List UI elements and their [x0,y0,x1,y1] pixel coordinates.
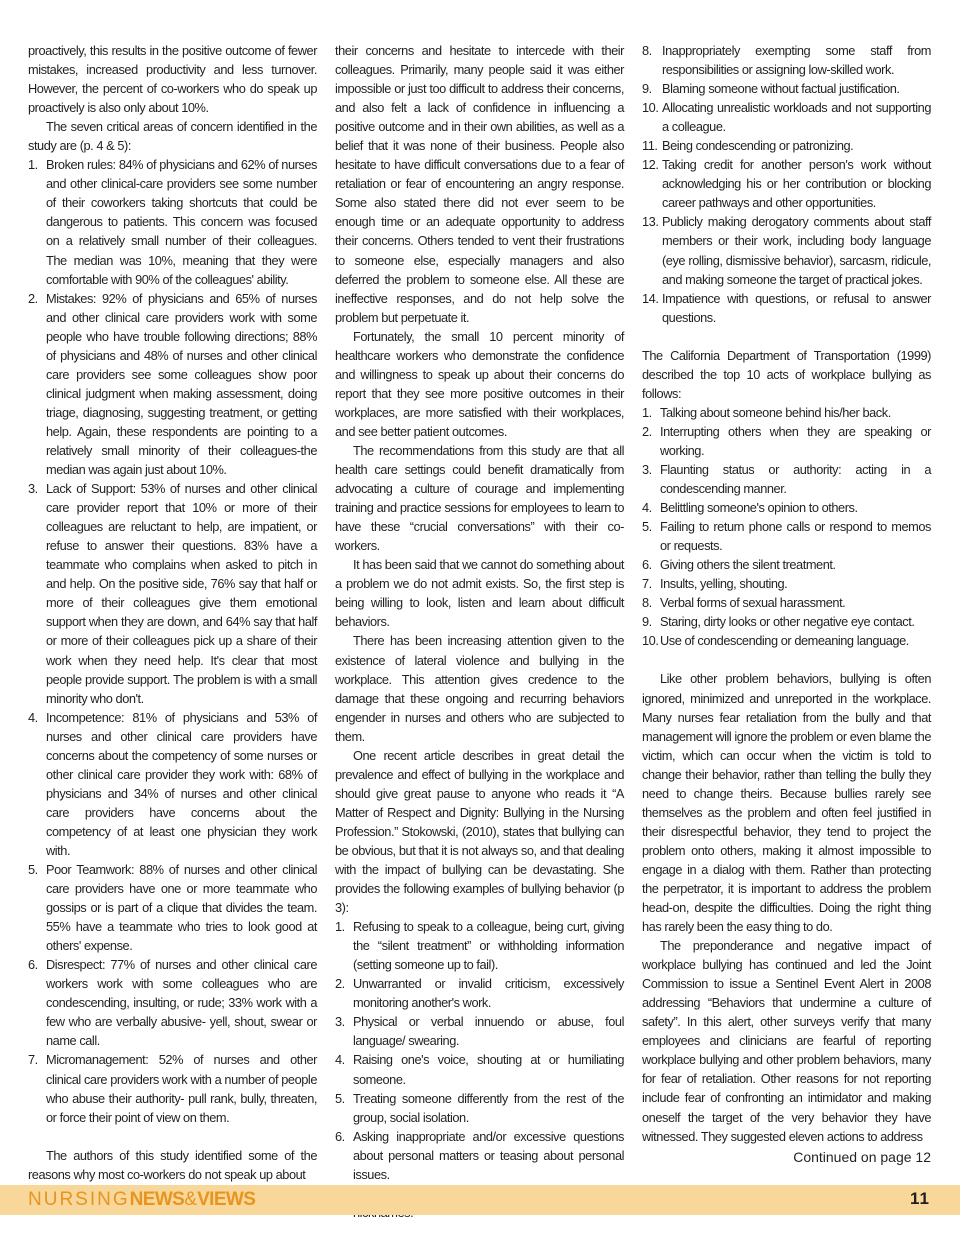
list-item: 10. Use of condescending or demeaning language. [642,633,909,649]
list-item: 5. Poor Teamwork: 88% of nurses and other clinical care providers have one or more teammate who gossips or is part of a clique that divides the team. 55% have a teammate who tries to look good at others' expense. [28,862,317,954]
column3-paragraph: Like other problem behaviors, bullying is often ignored, minimized and unreported in the workplace. Many nurses fear retaliation from the bully and that management will ignore the problem or even blame the victim, which can occur when the victim is told to change their behavior, rather than telling the bully they need to change theirs. Because bullies rarely see themselves as the problem and often feel justified in their disrespectful behavior, they tend to project the problem onto others, making it almost impossible to engage in a dialog with them. Rather than protecting the perpetrator, it is important to address the problem head-on, despite the difficulties. Doing the right thing has rarely been the easy thing to do. [642,671,931,935]
footer-band [0,1185,960,1215]
column1-lead: The seven critical areas of concern identified in the study are (p. 4 & 5): [28,119,317,154]
column2-paragraph: Fortunately, the small 10 percent minority of healthcare workers who demonstrate the confidence and willingness to speak up about their concerns do report that they see more positive outcomes in their workplaces, are more satisfied with their workplaces, and see better patient outcomes. [335,328,624,439]
list-item: 8. Inappropriately exempting some staff from responsibilities or assigning low-skilled work. [642,43,931,78]
list-item: 3. Flaunting status or authority: acting in a condescending manner. [642,461,931,497]
continued-on-page-link[interactable]: Continued on page 12 [793,1148,931,1165]
logo-news: NEWS [129,1189,185,1210]
column2-paragraph: It has been said that we cannot do something about a problem we do not admit exists. So, the first step is being willing to look, listen and learn about difficult behaviors. [335,557,624,630]
column2-paragraph: One recent article describes in great detail the prevalence and effect of bullying in the workplace and should give great pause to anyone who reads it “A Matter of Respect and Dignity: Bullying in the Nursing Profession.” Stokowski, (2010), states that bullying can be obvious, but that it is not always so, and that dealing with the impact of bullying can be devastating. She provides the following examples of bullying behavior (p 3): [335,747,624,916]
list-item: 6. Giving others the silent treatment. [642,557,836,573]
critical-areas-list [28,155,317,1126]
list-item: 1. Broken rules: 84% of physicians and 62% of nurses and other clinical-care providers see some number of their coworkers taking shortcuts that could be dangerous to patients. This concern was focused on a relatively small number of their colleagues. The median was 10%, meaning that they were comfortable with 90% of the colleagues' ability. [28,157,317,287]
page-number: 11 [910,1189,930,1208]
list-item: 6. Asking inappropriate and/or excessive questions about personal matters or teasing about personal issues. [335,1128,624,1182]
list-item: 14. Impatience with questions, or refusal to answer questions. [642,290,931,325]
bullying-examples-list [335,917,624,1222]
list-item: 7. Micromanagement: 52% of nurses and other clinical care providers work with a number of people who abuse their authority- pull rank, bully, threaten, or force their point of view on them. [28,1052,317,1125]
column3-paragraph: The preponderance and negative impact of workplace bullying has continued and led the Joint Commission to issue a Sentinel Event Alert in 2008 addressing “Behaviors that undermine a culture of safety”. In this alert, other surveys verify that many employees and clinicians are fearful of reporting workplace bullying and other problem behaviors, many for fear of retaliation. Other reasons for not reporting include fear of confronting an intimidator and making oneself the target of the very behavior they have witnessed. They suggested eleven actions to address [642,938,931,1144]
list-item: 3. Physical or verbal innuendo or abuse, foul language/ swearing. [335,1014,624,1049]
column-1 [28,41,317,1184]
list-item: 6. Disrespect: 77% of nurses and other clinical care workers work with some colleagues who are condescending, insulting, or rude; 33% work with a few who are verbally abusive- yell, shout, swear or name call. [28,957,317,1049]
list-item: 11. Being condescending or patronizing. [642,138,854,154]
list-item: 1. Refusing to speak to a colleague, being curt, giving the “silent treatment” or withholding information (setting someone up to fail). [335,919,624,973]
list-item: 2. Mistakes: 92% of physicians and 65% of nurses and other clinical care providers work with some people who have trouble following directions; 88% of physicians and 48% of nurses and other clinical care providers see some colleagues show poor clinical judgment when making assessment, doing triage, diagnosing, suggesting treatment, or getting help. Again, these respondents are pointing to a relatively small minority of their colleagues-the median was again just about 10%. [28,290,317,478]
column2-paragraph: their concerns and hesitate to intercede with their colleagues. Primarily, many people said it was either impossible or just too difficult to address their concerns, and also felt a lack of confidence in influencing a positive outcome and in their own abilities, as well as a belief that it was none of their business. People also hesitate to have difficult conversations due to a fear of retaliation or fear of encountering an angry response. Some also stated there did not ever seem to be enough time or an adequate opportunity to address their concerns. Others tended to vent their frustrations to someone else, especially managers and also deferred the problem to someone else. All these are ineffective responses, and do not help solve the problem but perpetuate it. [335,43,624,325]
logo-nursing: NURSING [28,1189,130,1210]
list-item: 10. Allocating unrealistic workloads and not supporting a colleague. [642,100,931,135]
list-item: 4. Belittling someone's opinion to others. [642,500,858,516]
caltrans-top-ten-list [642,403,931,651]
list-item: 5. Failing to return phone calls or respond to memos or requests. [642,519,931,554]
list-item: 13. Publicly making derogatory comments about staff members or their work, including body language (eye rolling, dismissive behavior), sarcasm, ridicule, and making someone the target of practical jokes. [642,214,931,287]
column2-paragraph: The recommendations from this study are that all health care settings could benefit dramatically from advocating a culture of courage and implementing training and practice sessions for employees to learn to have these “crucial conversations” with their co-workers. [335,442,624,554]
list-item: 2. Interrupting others when they are speaking or working. [642,423,931,458]
list-item: 9. Blaming someone without factual justification. [642,81,900,97]
column1-closing: The authors of this study identified some of the reasons why most co-workers do not speak up about [28,1147,317,1182]
logo-ampersand: & [184,1189,198,1210]
list-item: 4. Incompetence: 81% of physicians and 53% of nurses and other clinical care providers have concerns about the competency of some nurses or other clinical care provider they work with: 68% of physicians and 34% of nurses and other clinical care providers have concerns about the competency of at least one physician they work with. [28,709,317,858]
column2-paragraph: There has been increasing attention given to the existence of lateral violence and bullying in the workplace. This attention gives credence to the damage that these ongoing and recurring behaviors engender in nurses and others who are subjected to them. [335,633,624,744]
caltrans-paragraph: The California Department of Transportation (1999) described the top 10 acts of workplace bullying as follows: [642,347,931,401]
list-item: 12. Taking credit for another person's work without acknowledging his or her contribution or blocking career pathways and other opportunities. [642,157,931,211]
bullying-examples-list-continued [642,41,931,327]
column1-intro: proactively, this results in the positive outcome of fewer mistakes, increased productivity and less turnover. However, the percent of co-workers who do speak up proactively is also only about 10%. [28,43,317,116]
list-item: 8. Verbal forms of sexual harassment. [642,595,846,611]
list-item: 4. Raising one's voice, shouting at or humiliating someone. [335,1052,624,1087]
column-3 [642,41,931,1167]
list-item: 2. Unwarranted or invalid criticism, excessively monitoring another's work. [335,976,624,1011]
publication-logo [28,1188,255,1212]
list-item: 7. Insults, yelling, shouting. [642,576,788,592]
list-item: 1. Talking about someone behind his/her back. [642,404,891,420]
list-item: 3. Lack of Support: 53% of nurses and other clinical care provider report that 10% or more of their colleagues are reluctant to help, are impatient, or refuse to answer their questions. 83% have a teammate who complains when asked to pitch in and help. On the positive side, 76% say that half or more of their colleagues give them emotional support when they are down, and 64% say that half or more of their colleagues pick up a share of their work when they need help. It's clear that most people provide support. The problem is with a small minority who don't. [28,481,317,706]
column-2 [335,41,624,1222]
list-item: 5. Treating someone differently from the rest of the group, social isolation. [335,1090,624,1125]
logo-views: VIEWS [197,1189,256,1210]
list-item: 9. Staring, dirty looks or other negative eye contact. [642,614,915,630]
